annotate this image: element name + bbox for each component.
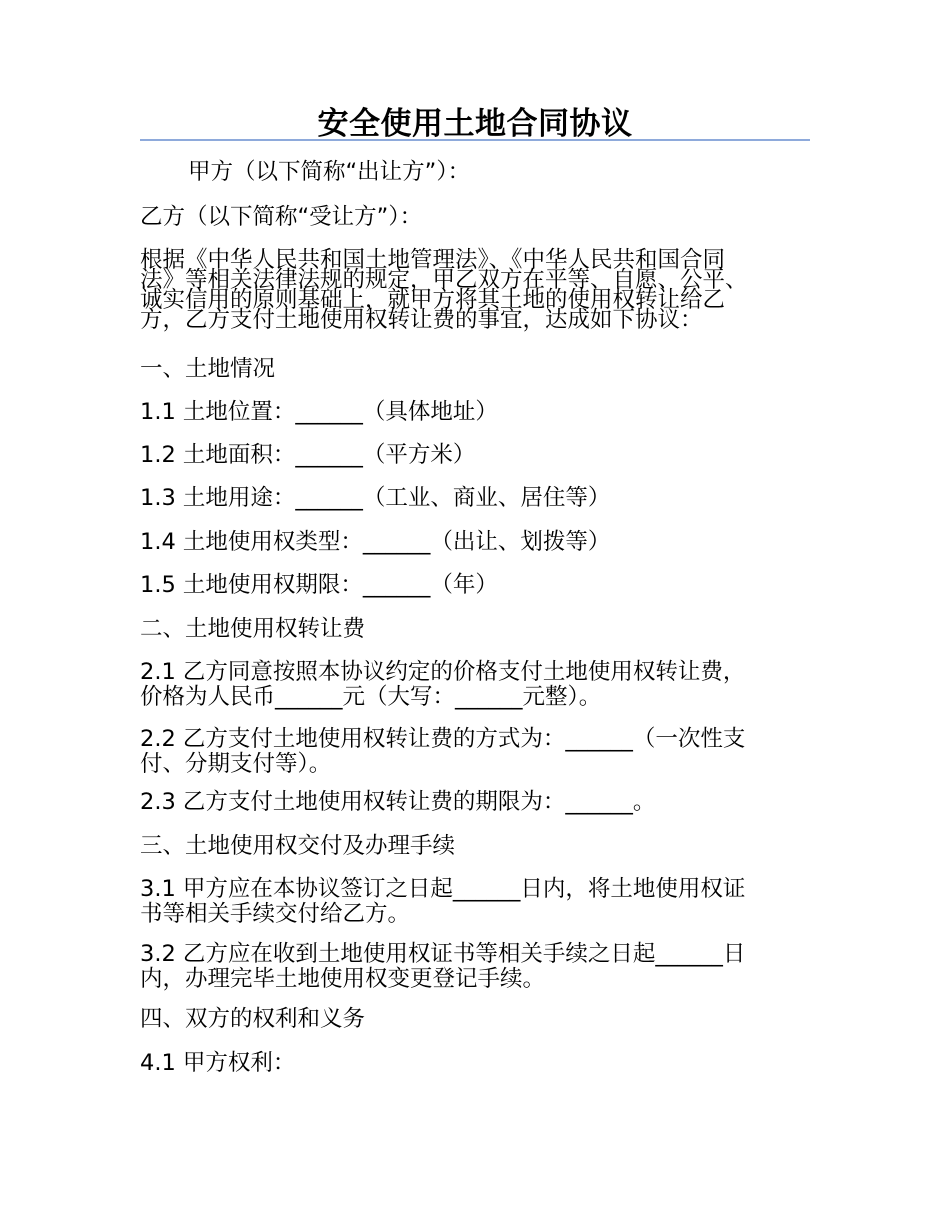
clause-1-4 xyxy=(140,530,810,555)
paragraph-line: 三、土地使用权交付及办理手续 xyxy=(140,833,456,859)
paragraph-line: 2.2 乙方支付土地使用权转让费的方式为：______（一次性支 xyxy=(140,726,746,752)
paragraph-line: 3.2 乙方应在收到土地使用权证书等相关手续之日起______日 xyxy=(140,941,746,967)
paragraph-line: 1.1 土地位置：______（具体地址） xyxy=(140,399,498,425)
paragraph-line: 四、双方的权利和义务 xyxy=(140,1006,366,1032)
paragraph-line: 根据《中华人民共和国土地管理法》、《中华人民共和国合同 xyxy=(140,247,726,273)
paragraph-line: 1.4 土地使用权类型：______（出让、划拨等） xyxy=(140,529,611,555)
document-title: 安全使用土地合同协议 xyxy=(317,106,633,142)
paragraph-line: 方，乙方支付土地使用权转让费的事宜，达成如下协议： xyxy=(140,307,703,333)
paragraph-line: 二、土地使用权转让费 xyxy=(140,616,366,642)
clause-2-1 xyxy=(140,660,810,710)
paragraph-line: 乙方（以下简称“受让方”）： xyxy=(140,204,423,230)
paragraph-line: 法》等相关法律法规的规定，甲乙双方在平等、自愿、公平、 xyxy=(140,267,748,293)
section-heading-4 xyxy=(140,1007,810,1032)
clause-1-5 xyxy=(140,573,810,598)
paragraph-line: 3.1 甲方应在本协议签订之日起______日内，将土地使用权证 xyxy=(140,876,746,902)
clause-1-1 xyxy=(140,400,810,425)
paragraph-preamble xyxy=(140,247,810,333)
paragraph-line: 1.3 土地用途：______（工业、商业、居住等） xyxy=(140,485,611,511)
clause-4-1 xyxy=(140,1051,810,1076)
paragraph-line: 2.1 乙方同意按照本协议约定的价格支付土地使用权转让费， xyxy=(140,659,746,685)
paragraph-line: 甲方（以下简称“出让方”）： xyxy=(188,159,471,185)
clause-3-2 xyxy=(140,942,810,992)
section-heading-3 xyxy=(140,834,810,859)
clause-2-2 xyxy=(140,727,810,777)
clause-2-3 xyxy=(140,790,810,815)
clause-1-2 xyxy=(140,443,810,468)
paragraph-line: 4.1 甲方权利： xyxy=(140,1050,296,1076)
clause-3-1 xyxy=(140,877,810,927)
paragraph-line: 书等相关手续交付给乙方。 xyxy=(140,901,411,927)
paragraph-line: 1.5 土地使用权期限：______（年） xyxy=(140,572,498,598)
paragraph-line: 一、土地情况 xyxy=(140,356,276,382)
clause-1-3 xyxy=(140,486,810,511)
paragraph-party-a xyxy=(188,160,858,185)
section-heading-2 xyxy=(140,617,810,642)
paragraph-party-b xyxy=(140,205,810,230)
paragraph-line: 1.2 土地面积：______（平方米） xyxy=(140,442,476,468)
title-underline xyxy=(140,139,810,141)
paragraph-line: 付、分期支付等）。 xyxy=(140,751,332,777)
paragraph-line: 诚实信用的原则基础上，就甲方将其土地的使用权转让给乙 xyxy=(140,287,726,313)
paragraph-line: 2.3 乙方支付土地使用权转让费的期限为：______。 xyxy=(140,789,656,815)
section-heading-1 xyxy=(140,357,810,382)
paragraph-line: 内，办理完毕土地使用权变更登记手续。 xyxy=(140,966,546,992)
paragraph-line: 价格为人民币______元（大写：______元整）。 xyxy=(140,684,602,710)
